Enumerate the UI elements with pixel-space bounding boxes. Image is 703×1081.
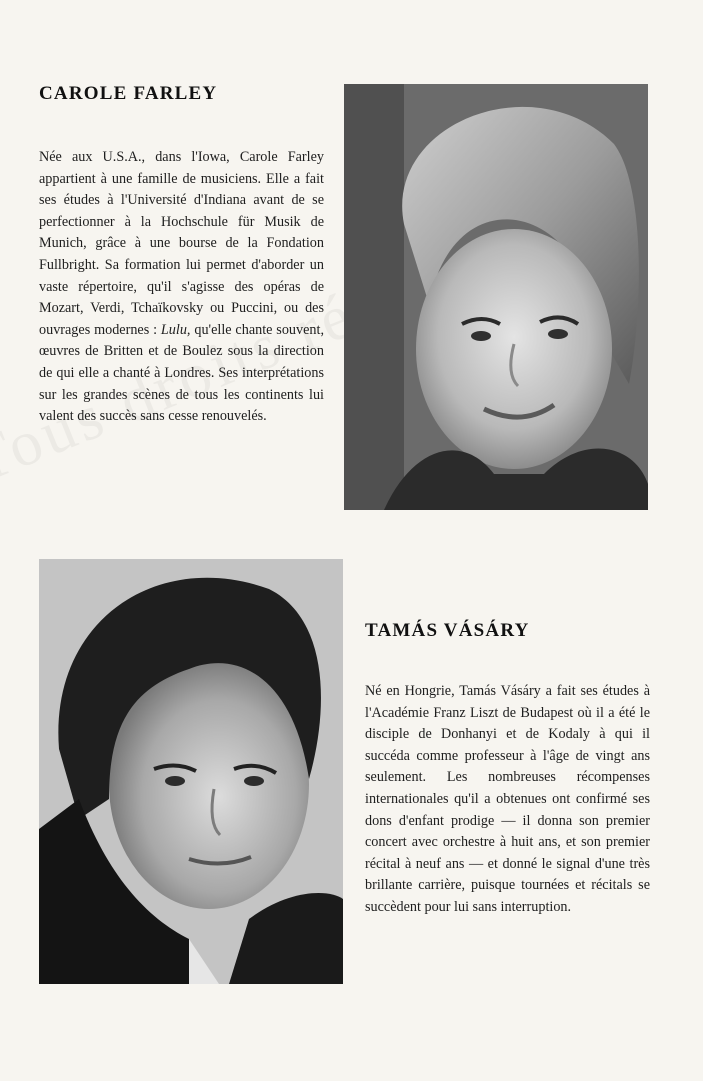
artist-name-carole-farley: CAROLE FARLEY — [39, 83, 218, 104]
artist-bio-carole-farley — [39, 147, 324, 428]
bio-text: qu'elle chante souvent, œuvres de Britten et de Boulez sous la direction de qui elle a chanté à Londres. Ses interprétations sur les grandes scènes de tous les continents lui valent des succès sans cesse renouvelés. — [39, 321, 324, 425]
portrait-man-image — [39, 559, 343, 984]
artist-name-tamas-vasary: TAMÁS VÁSÁRY — [365, 620, 530, 641]
portrait-photo-tamas-vasary — [39, 559, 343, 984]
artist-bio-tamas-vasary: Né en Hongrie, Tamás Vásáry a fait ses études à l'Académie Franz Liszt de Budapest où il a été le disciple de Donhanyi et de Kodaly à qui il succéda comme professeur à l'âge de vingt ans seulement. Les nombreuses récompenses internationales qu'il a obtenues ont confirmé ses dons d'enfant prodige — il donna son premier concert avec orchestre à huit ans, et son premier récital à neuf ans — et donné le signal d'une très brillante carrière, puisque tournées et récitals se succèdent pour lui sans interruption. — [365, 683, 650, 915]
opera-title: Lulu, — [160, 321, 191, 338]
portrait-woman-image — [344, 84, 648, 510]
bio-text: Née aux U.S.A., dans l'Iowa, Carole Farley appartient à une famille de musiciens. Elle a fait ses études à l'Université d'Indiana avant de se perfectionner à la Hochschule für Musik de Munich, grâce à une bourse de la Fondation Fullbright. Sa formation lui permet d'aborder un vaste répertoire, qu'il s'agisse des opéras de Mozart, Verdi, Tchaïkovsky ou Puccini, ou des ouvrages modernes : — [39, 149, 324, 338]
portrait-photo-carole-farley — [344, 84, 648, 510]
